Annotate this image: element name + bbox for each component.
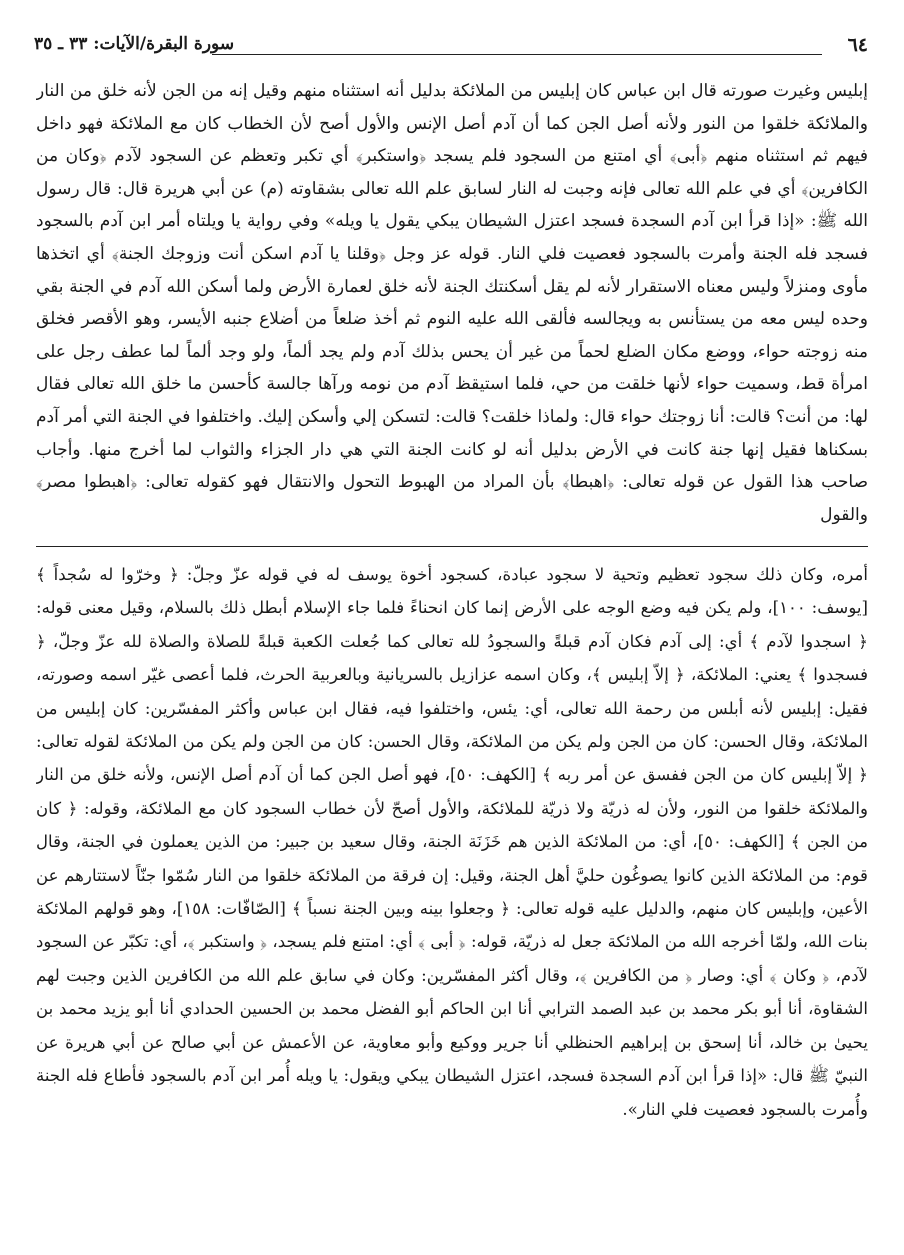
main-text <box>36 75 868 535</box>
main-paragraph: إبليس وغيرت صورته قال ابن عباس كان إبليس من الملائكة بدليل أنه استثناه منهم وقيل إنه من الجن لأنه خلق من النار والملائكة خلقوا من النور ولأنه أصل الجن كما أن آدم أصل الإنس والأول أصح لأن الخطاب كان مع الملائكة فهو داخل فيهم ثم استثناه منهم ﴿أبى﴾ أي امتنع من السجود فلم يسجد ﴿واستكبر﴾ أي تكبر وتعظم عن السجود لآدم ﴿وكان من الكافرين﴾ أي في علم الله تعالى فإنه وجبت له النار لسابق علم الله تعالى بشقاوته (م) عن أبي هريرة قال: قال رسول الله ﷺ: «إذا قرأ ابن آدم السجدة فسجد اعتزل الشيطان يبكي يقول يا ويله» وفي رواية يا ويلتاه أمر ابن آدم بالسجود فسجد فله الجنة وأمرت بالسجود فعصيت فلي النار. قوله عز وجل ﴿وقلنا يا آدم اسكن أنت وزوجك الجنة﴾ أي اتخذها مأوى ومنزلاً وليس معناه الاستقرار لأنه لم يقل أسكنتك الجنة لأنه خلق لعمارة الأرض ولما أسكن الله آدم في الجنة بقي وحده ليس معه من يستأنس به ويجالسه فألقى الله عليه النوم ثم أخذ ضلعاً من أضلاع جنبه الأيسر، وهو الأقصر فخلق منه زوجته حواء، ووضع مكان الضلع لحماً من غير أن يحس بذلك آدم ولم يجد ألماً، ولو وجد ألماً لما عطف رجل على امرأة قط، وسميت حواء لأنها خلقت من حي، فلما استيقظ آدم من نومه ورآها جالسة كأحسن ما خلق الله تعالى فقال لها: من أنت؟ قالت: أنا زوجتك حواء قال: ولماذا خلقت؟ قالت: لتسكن إلي وأسكن إليك. واختلفوا في الجنة التي أمر آدم بسكناها فقيل إنها جنة كانت في الأرض بدليل أنه لو كانت الجنة التي هي دار الجزاء والثواب لما أخرج منها. وأجاب صاحب هذا القول عن قوله تعالى: ﴿اهبطا﴾ بأن المراد من الهبوط التحول والانتقال فهو كقوله تعالى: ﴿اهبطوا مصر﴾ والقول <box>36 81 868 525</box>
commentary-paragraph: أمره، وكان ذلك سجود تعظيم وتحية لا سجود عبادة، كسجود أخوة يوسف له في قوله عزّ وجلّ: ﴿ وخرّوا له سُجداً ﴾ [يوسف: ١٠٠]، ولم يكن فيه وضع الوجه على الأرض إنما كان انحناءً فلما جاء الإسلام أبطل ذلك بالسلام، وقيل معنى قوله: ﴿ اسجدوا لآدم ﴾ أي: إلى آدم فكان آدم قبلةً والسجودُ لله تعالى كما جُعلت الكعبة قبلةً للصلاة والصلاة لله عزّ وجلّ، ﴿ فسجدوا ﴾ يعني: الملائكة، ﴿ إلاّ إبليس ﴾، وكان اسمه عزازيل بالسريانية وبالعربية الحرث، فلما أعصى غيّر اسمه وصورته، فقيل: إبليس لأنه أبلس من رحمة الله تعالى، أي: يئس، واختلفوا فيه، فقال ابن عباس وأكثر المفسّرين: كان إبليس من الملائكة، وقال الحسن: كان من الجن ولم يكن من الملائكة، وقال الحسن: كان من الجن ولم يكن من الملائكة لقوله تعالى: ﴿ إلاّ إبليس كان من الجن ففسق عن أمر ربه ﴾ [الكهف: ٥٠]، فهو أصل الجن كما أن آدم أصل الإنس، ولأنه خلق من النار والملائكة خلقوا من النور، ولأن له ذريّة ولا ذريّة للملائكة، والأول أصحّ لأن خطاب السجود كان مع الملائكة، وقوله: ﴿ كان من الجن ﴾ [الكهف: ٥٠]، أي: من الملائكة الذين هم خَزَنَة الجنة، وقال سعيد بن جبير: من الذين يعملون في الجنة، وقال قوم: من الملائكة الذين كانوا يصوغُون حليَّ أهل الجنة، وقيل: إن فرقة من الملائكة خلقوا من النار سُمّوا جنّاً لاستتارهم عن الأعين، وإبليس كان منهم، والدليل عليه قوله تعالى: ﴿ وجعلوا بينه وبين الجنة نسباً ﴾ [الصّافّات: ١٥٨]، وهو قولهم الملائكة بنات الله، ولمّا أخرجه الله من الملائكة جعل له ذريّة، قوله: ﴿ أبى ﴾ أي: امتنع فلم يسجد، ﴿ واستكبر ﴾، أي: تكبّر عن السجود لآدم، ﴿ وكان ﴾ أي: وصار ﴿ من الكافرين ﴾، وقال أكثر المفسّرين: وكان في سابق علم الله من الكافرين الذين وجبت لهم الشقاوة، أنا أبو بكر محمد بن عبد الصمد الترابي أنا ابن الحاكم أبو الفضل محمد بن الحسين الحدادي أنا أبو يزيد محمد بن يحيىٰ بن خالد، أنا إسحق بن إبراهيم الحنظلي أنا جرير ووكيع وأبو معاوية، عن الأعمش عن أبي صالح عن أبي هريرة عن النبيّ ﷺ قال: «إذا قرأ ابن آدم السجدة فسجد، اعتزل الشيطان يبكي ويقول: يا ويله أُمر ابن آدم بالسجود فأطاع فله الجنة وأُمرت بالسجود فعصيت فلي النار». <box>36 565 868 1119</box>
page-number: ٦٤ <box>847 34 868 56</box>
commentary-text <box>36 558 868 1226</box>
footnote-divider <box>36 546 868 547</box>
running-title: سورة البقرة/الآيات: ٣٣ ـ ٣٥ <box>34 34 235 54</box>
page-header <box>34 34 868 60</box>
header-rule <box>212 54 822 55</box>
